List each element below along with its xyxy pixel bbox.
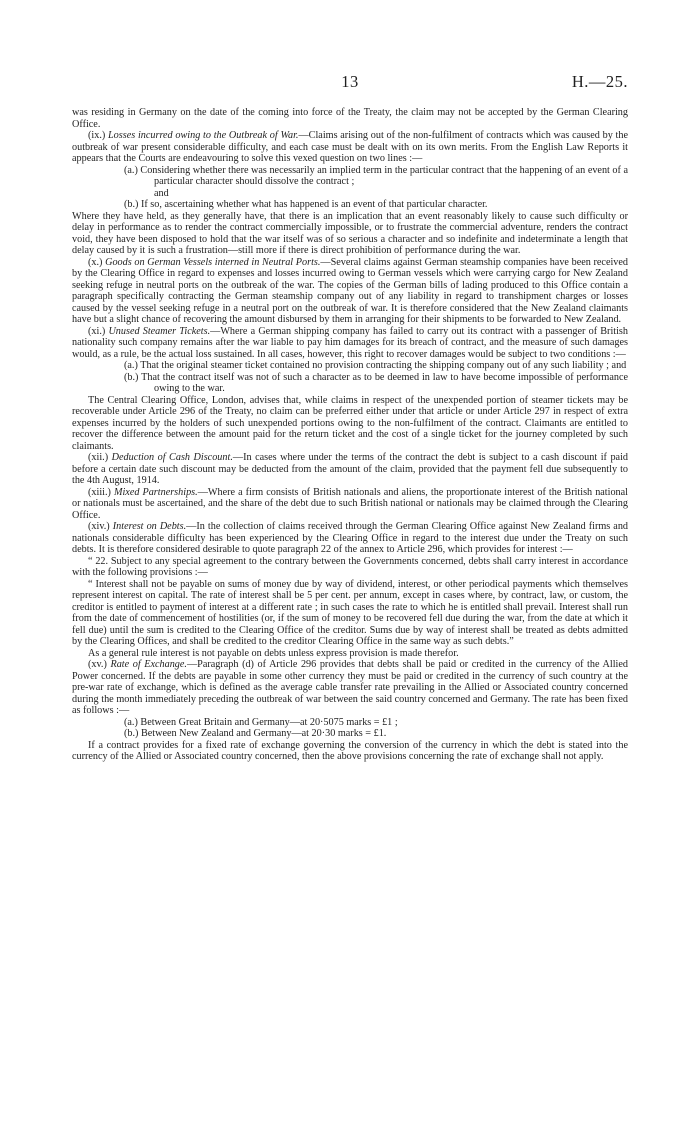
section-title: Losses incurred owing to the Outbreak of War.	[108, 130, 299, 141]
section-text: —Where a German shipping company has failed to carry out its contract with a passenger of British nationality such company remains after the war liable to pay him damages for its breach of contract, and the measure of such damages would, as a rule, be the actual loss sustained. In all cases, however, this right to recover damages would be subject to two conditions :—	[72, 325, 628, 360]
paragraph: As a general rule interest is not payable on debts unless express provision is made therefor.	[88, 647, 459, 659]
quotation-paragraph: “ 22. Subject to any special agreement to the contrary between the Governments concerned, debts shall carry interest in accordance with the following provisions :—	[72, 555, 628, 578]
section-number: (xii.)	[88, 452, 112, 463]
document-reference: H.—25.	[571, 72, 628, 91]
page-number: 13	[341, 72, 359, 91]
quotation-paragraph: “ Interest shall not be payable on sums of money due by way of dividend, interest, or other periodical payments which themselves represent interest on capital. The rate of interest shall be 5 per cent. per annum, except in cases where, by contract, law, or custom, the creditor is entitled to payment of interest at a different rate ; in such cases the rate to which he is entitled shall prevail. Interest shall run from the date of commencement of hostilities (or, if the sum of money to be recovered fell due during the war, from the date at which it fell due) until the sum is credited to the Clearing Office of the creditor. Sums due by way of interest shall be treated as debts admitted by the Clearing Offices, and shall be credited to the creditor Clearing Office in the same way as such debts.”	[72, 578, 628, 647]
section-title: Interest on Debts.	[112, 521, 187, 532]
paragraph: If a contract provides for a fixed rate of exchange governing the conversion of the currency in which the debt is stated into the currency of the Allied or Associated country concerned, then the above provisions concerning the rate of exchange shall not apply.	[72, 739, 628, 762]
list-item-a: (a.) That the original steamer ticket contained no provision contracting the shipping company out of any such liability ; and	[124, 360, 627, 371]
section-number: (ix.)	[88, 130, 109, 141]
section-xii	[72, 452, 628, 487]
section-title: Deduction of Cash Discount.	[111, 452, 233, 463]
section-number: (xiii.)	[88, 486, 114, 498]
paragraph: The Central Clearing Office, London, advises that, while claims in respect of the unexpended portion of steamer tickets may be recoverable under Article 296 of the Treaty, no claim can be preferred either under that article or under Article 297 in respect of extra expenses incurred by the holders of such unexpended portions owing to the non-fulfilment of the contract. Claimants are entitled to recover the difference between the amount paid for the return ticket and the cost of a single ticket for the journey completed by such claimants.	[72, 394, 628, 452]
paragraph-continuation: was residing in Germany on the date of the coming into force of the Treaty, the claim may not be accepted by the German Clearing Office.	[72, 107, 628, 130]
section-xv	[72, 659, 628, 717]
section-text: —Claims arising out of the non-fulfilment of contracts which was caused by the outbreak of war present considerable difficulty, and each case must be dealt with on its own merits. From the English Law Reports it appears that the Courts are endeavouring to solve this vexed question on two lines :—	[72, 130, 628, 164]
document-body	[72, 107, 628, 763]
section-number: (xi.)	[88, 325, 109, 337]
section-title: Goods on German Vessels interned in Neutral Ports.	[105, 256, 321, 268]
section-title: Mixed Partnerships.	[113, 486, 198, 498]
list-item-b: (b.) Between New Zealand and Germany—at 20·30 marks = £1.	[124, 728, 387, 739]
section-text: —Where a firm consists of British nationals and aliens, the proportionate interest of the British national or nationals must be ascertained, and the share of the debt due to such British national or nationals may be claimed through the Clearing Office.	[72, 486, 629, 521]
section-x	[72, 257, 628, 326]
section-xi	[72, 326, 628, 361]
section-number: (x.)	[88, 256, 106, 268]
section-text: —In the collection of claims received through the German Clearing Office against New Zealand firms and nationals considerable difficulty has been experienced by the Clearing Office in regard to the interest due under the Treaty on such debts. It is therefore considered desirable to quote paragraph 22 of the annex to Article 296, which provides for interest :—	[72, 521, 629, 555]
list-item-a: (a.) Considering whether there was necessarily an implied term in the particular contract that the happening of an event of a particular character should dissolve the contract ;	[124, 164, 628, 187]
section-xiii	[72, 487, 628, 522]
section-number: (xiv.)	[88, 521, 113, 532]
section-title: Rate of Exchange.	[110, 659, 187, 670]
list-conjunction: and	[154, 187, 169, 199]
section-xiv	[72, 521, 628, 556]
section-title: Unused Steamer Tickets.	[108, 325, 211, 337]
list-item-a: (a.) Between Great Britain and Germany—at 20·5075 marks = £1 ;	[124, 716, 398, 728]
list-item-b: (b.) That the contract itself was not of such a character as to be deemed in law to have become impossible of performance owing to the war.	[124, 371, 628, 394]
section-ix	[72, 130, 628, 165]
section-text: —In cases where under the terms of the contract the debt is subject to a cash discount if paid before a certain date such discount may be deducted from the amount of the claim, provided that the payment fell due subsequently to the 4th August, 1914.	[72, 452, 628, 486]
section-text: —Several claims against German steamship companies have been received by the Clearing Office in regard to expenses and losses incurred owing to German vessels which were carrying cargo for New Zealand seeking refuge in neutral ports on the outbreak of the war. The copies of the German bills of lading produced to this Office contain a paragraph specifically contracting the German steamship company out of any liability in regard to transhipment charges or losses caused by the vessel seeking refuge in a neutral port on the outbreak of war. It is therefore considered that the New Zealand claimants have but a slight chance of recovering the amount disbursed by them in arranging for their shipments to be forwarded to New Zealand.	[72, 256, 628, 325]
section-number: (xv.)	[88, 659, 111, 670]
page-header	[72, 72, 628, 92]
list-item-b: (b.) If so, ascertaining whether what has happened is an event of that particular character.	[124, 199, 488, 210]
paragraph: Where they have held, as they generally have, that there is an implication that an event reasonably likely to cause such difficulty or delay in performance as to render the contract commercially impossible, or to frustrate the commercial adventure, renders the contract void, they have been disposed to hold that the war itself was of so serious a character and so indefinite and indeterminate a length that delay caused by it is such a frustration—still more if there is direct prohibition of performance during the war.	[72, 210, 628, 256]
section-text: —Paragraph (d) of Article 296 provides that debts shall be paid or credited in the currency of the Allied Power concerned. If the debts are payable in some other currency they must be paid or credited in the currency of such country at the pre-war rate of exchange, which is defined as the average cable transfer rate prevailing in the Allied or Associated country concerned during the month immediately preceding the outbreak of war between the said country concerned and Germany. The rate has been fixed as follows :—	[72, 659, 629, 716]
